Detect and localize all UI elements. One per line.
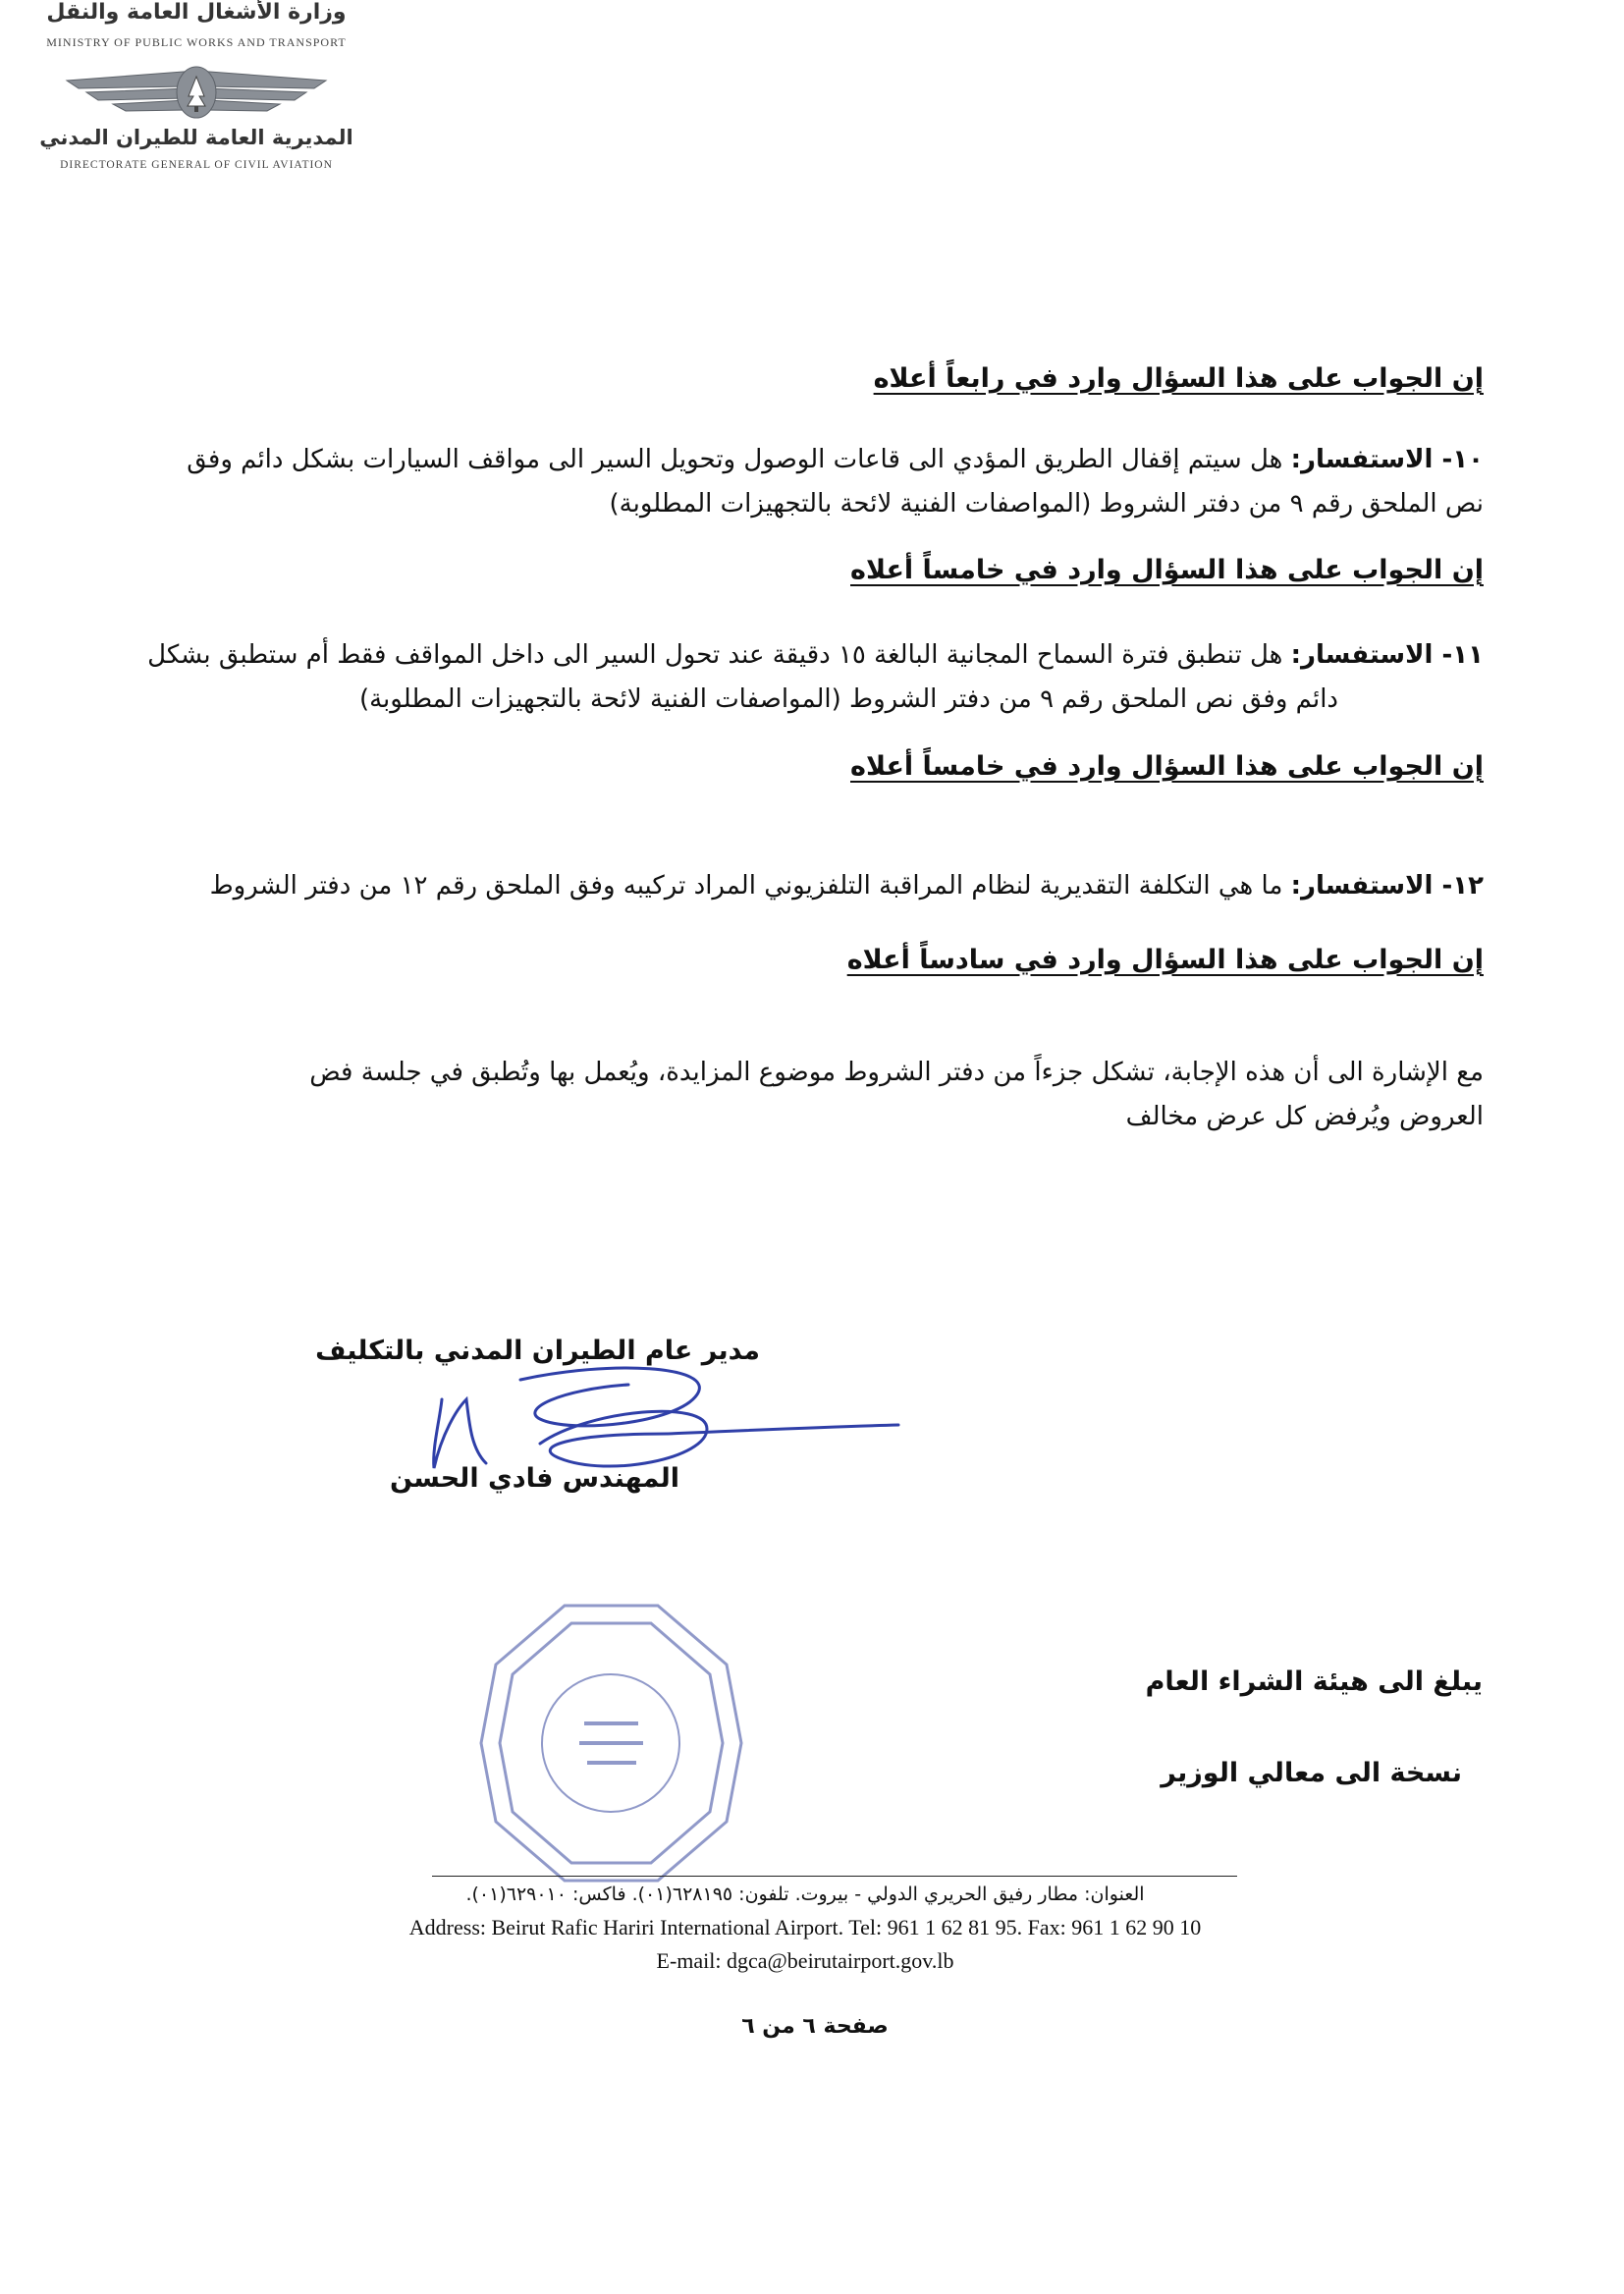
query-11-line-1 <box>138 633 1484 678</box>
page-number: صفحة ٦ من ٦ <box>741 2014 889 2039</box>
answer-10: إن الجواب على هذا السؤال وارد في خامساً أعلاه <box>850 555 1484 585</box>
directorate-name-arabic: المديرية العامة للطيران المدني <box>39 126 353 149</box>
footer-divider <box>432 1876 1237 1877</box>
query-10-line-1 <box>138 438 1484 482</box>
recipient-public-procurement: يبلغ الى هيئة الشراء العام <box>1145 1666 1483 1697</box>
query-11-text-1: هل تنطبق فترة السماح المجانية البالغة ١٥ دقيقة عند تحول السير الى داخل المواقف فقط أم ستطبق بشكل <box>147 640 1283 670</box>
query-11 <box>138 633 1484 722</box>
closing-note-line-1: مع الإشارة الى أن هذه الإجابة، تشكل جزءاً من دفتر الشروط موضوع المزايدة، ويُعمل بها وتُطبق في جلسة فض <box>309 1058 1484 1087</box>
directorate-name-english: DIRECTORATE GENERAL OF CIVIL AVIATION <box>60 159 333 171</box>
footer-email: E-mail: dgca@beirutairport.gov.lb <box>656 1948 954 1973</box>
query-12-text-1: ما هي التكلفة التقديرية لنظام المراقبة التلفزيوني المراد تركيبه وفق الملحق رقم ١٢ من دفتر الشروط <box>209 871 1283 901</box>
query-11-label: ١١- الاستفسار: <box>1290 640 1484 670</box>
letterhead <box>0 0 393 182</box>
official-stamp <box>471 1596 751 1890</box>
footer-address-english: Address: Beirut Rafic Hariri International Airport. Tel: 961 1 62 81 95. Fax: 961 1 62 90 10 <box>408 1915 1202 1939</box>
query-10-label: ١٠- الاستفسار: <box>1290 445 1484 474</box>
query-12-label: ١٢- الاستفسار: <box>1290 871 1484 901</box>
query-10 <box>138 438 1484 526</box>
copy-to-minister: نسخة الى معالي الوزير <box>1161 1758 1462 1788</box>
answer-11: إن الجواب على هذا السؤال وارد في خامساً أعلاه <box>850 751 1484 782</box>
signatory-title: مدير عام الطيران المدني بالتكليف <box>315 1336 760 1366</box>
footer-address-arabic: العنوان: مطار رفيق الحريري الدولي - بيروت. تلفون: ٦٢٨١٩٥(٠١). فاكس: ٦٢٩٠١٠(٠١). <box>465 1884 1145 1905</box>
answer-12: إن الجواب على هذا السؤال وارد في سادساً أعلاه <box>846 945 1484 975</box>
query-12-line-1 <box>138 864 1484 908</box>
query-10-line-2: نص الملحق رقم ٩ من دفتر الشروط (المواصفات الفنية لائحة بالتجهيزات المطلوبة) <box>609 489 1484 519</box>
ministry-name-arabic: وزارة الأشغال العامة والنقل <box>46 0 347 25</box>
closing-note-line-2: العروض ويُرفض كل عرض مخالف <box>1125 1102 1484 1131</box>
query-10-text-1: هل سيتم إقفال الطريق المؤدي الى قاعات الوصول وتحويل السير الى مواقف السيارات بشكل دائم وفق <box>187 445 1283 474</box>
query-11-line-2: دائم وفق نص الملحق رقم ٩ من دفتر الشروط (المواصفات الفنية لائحة بالتجهيزات المطلوبة) <box>358 684 1338 714</box>
closing-note <box>143 1051 1484 1139</box>
answer-9: إن الجواب على هذا السؤال وارد في رابعاً أعلاه <box>873 363 1484 394</box>
query-12 <box>138 864 1484 908</box>
ministry-name-english: MINISTRY OF PUBLIC WORKS AND TRANSPORT <box>46 35 347 49</box>
signatory-name: المهندس فادي الحسن <box>389 1463 679 1494</box>
